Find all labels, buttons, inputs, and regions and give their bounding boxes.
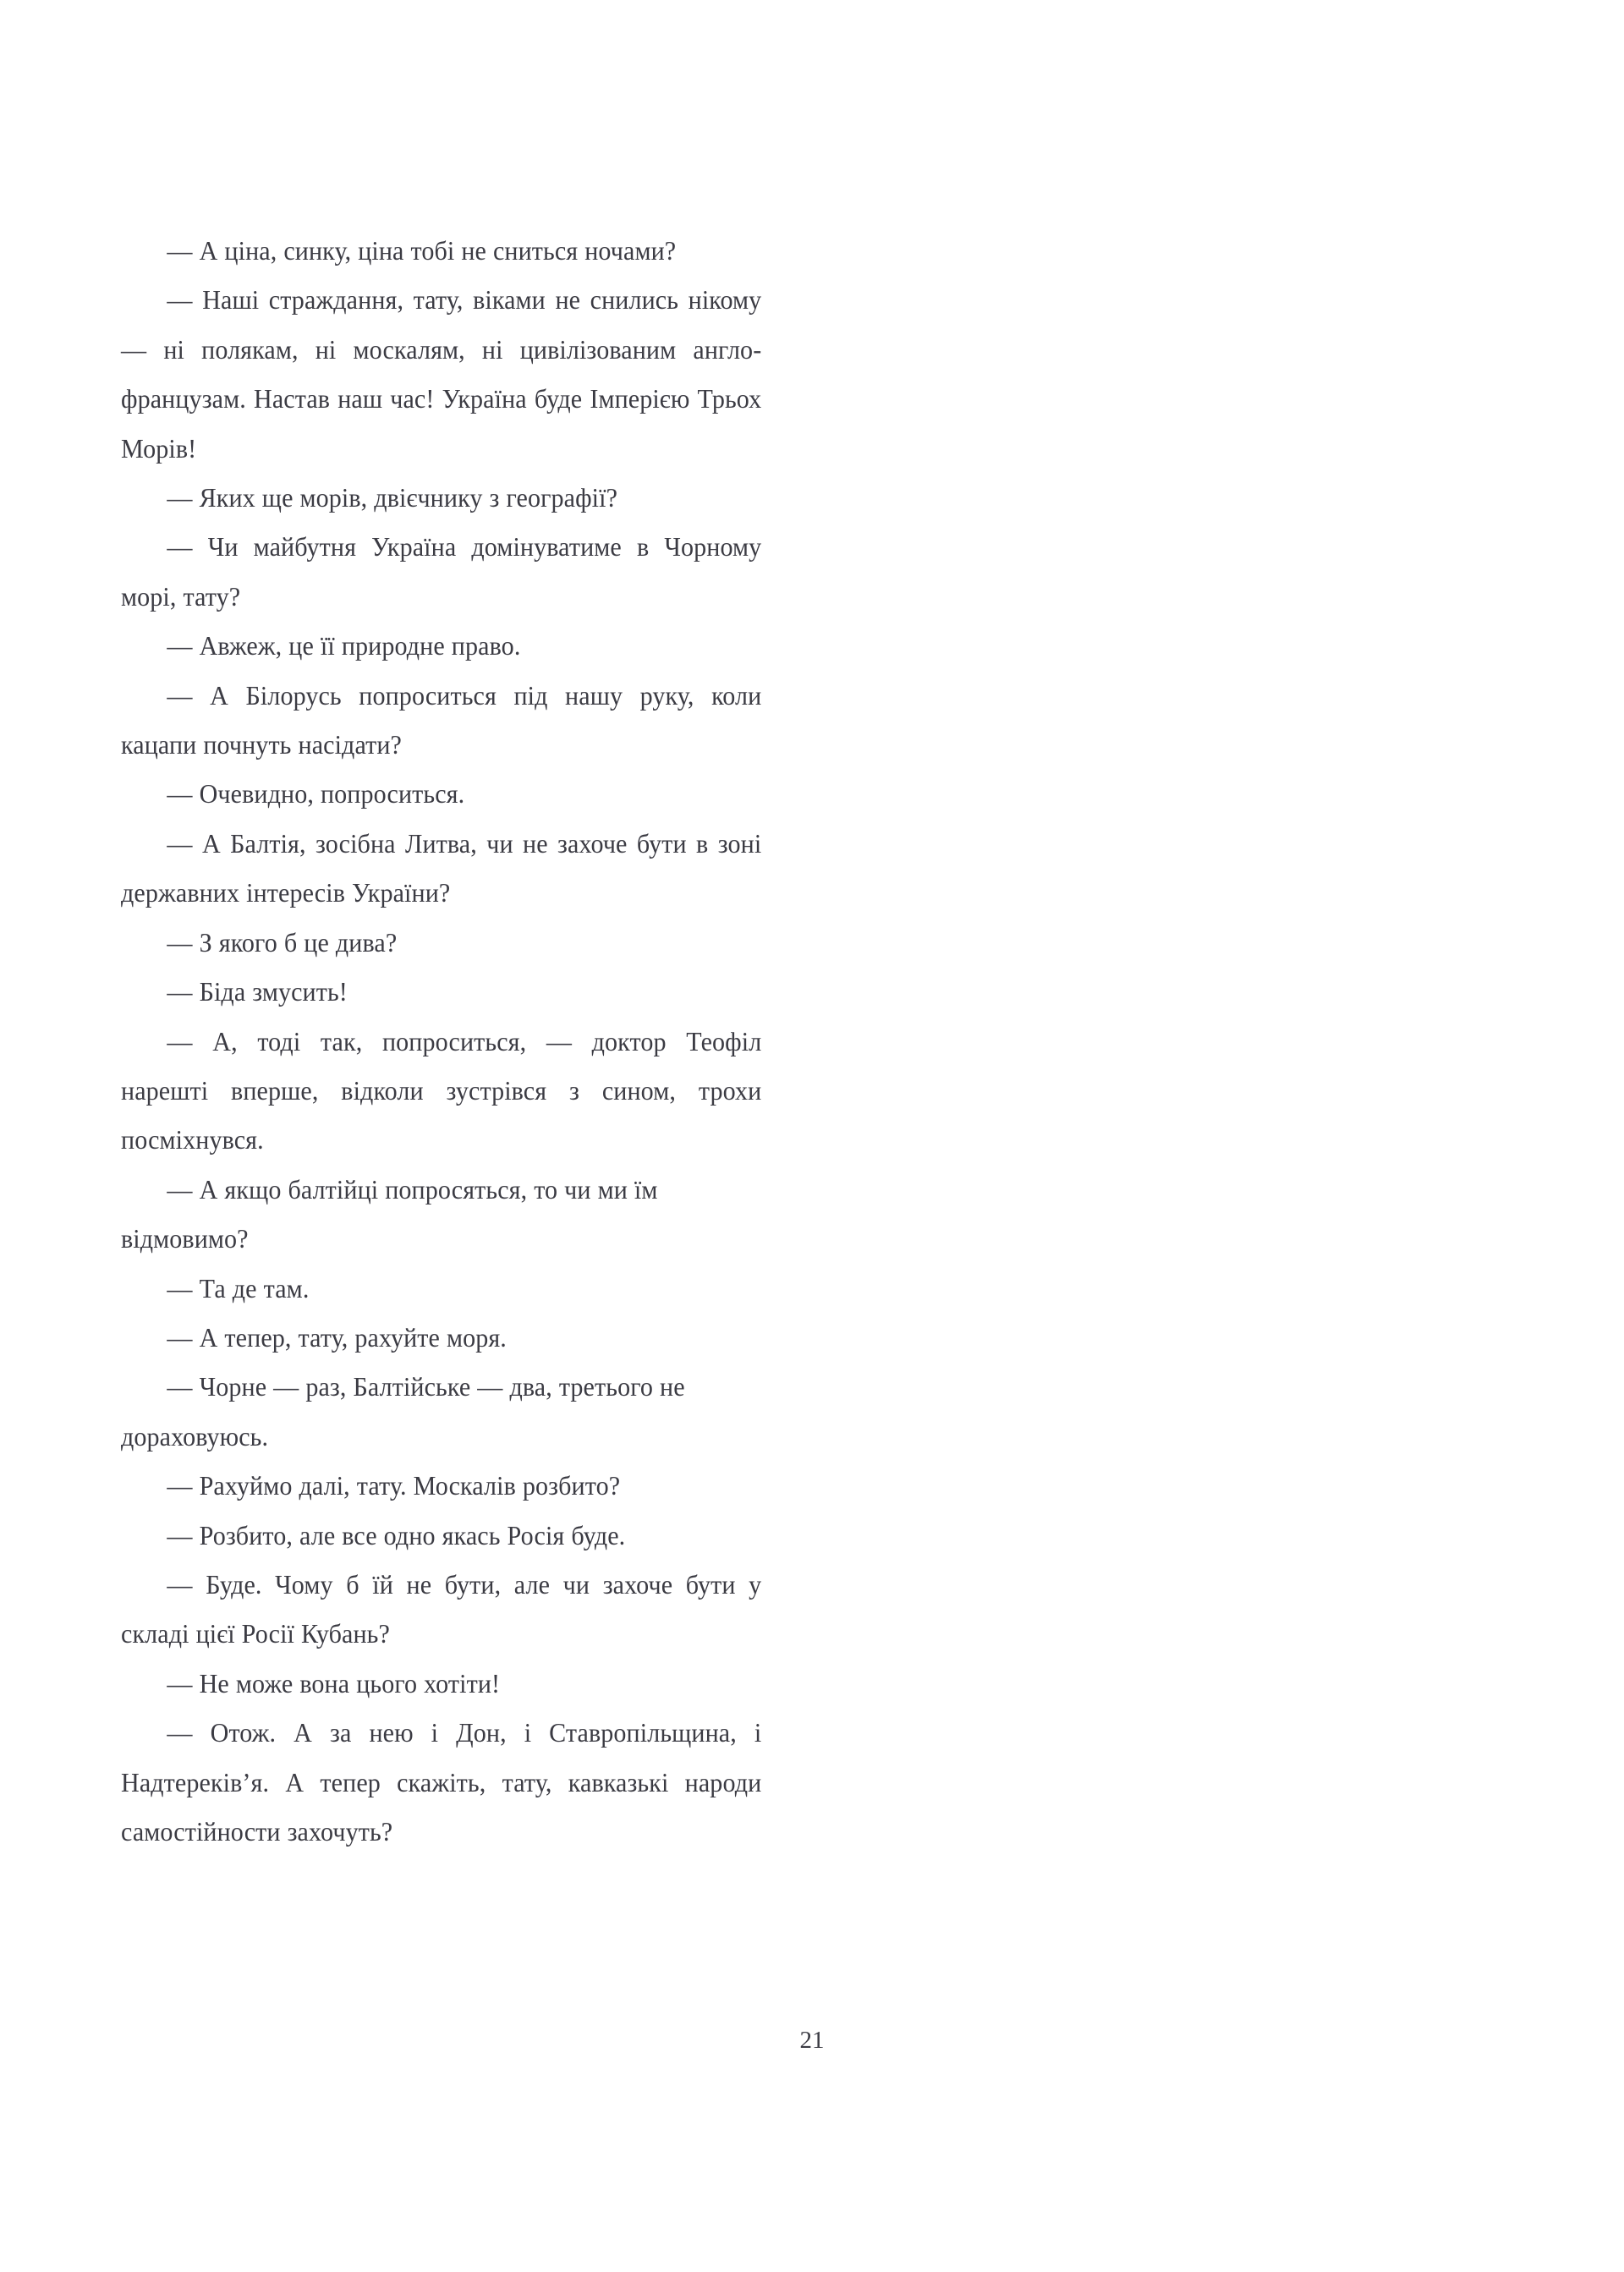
dialogue-paragraph: — Чорне — раз, Балтійське — два, третього не дораховуюсь. xyxy=(121,1372,685,1452)
dialogue-paragraph: — Та де там. xyxy=(167,1273,310,1303)
dialogue-paragraph: — А, тоді так, попроситься, — доктор Теофіл нарешті вперше, відколи зустрівся з сином, трохи посміхнувся. xyxy=(121,1026,762,1155)
dialogue-paragraph: — Розбито, але все одно якась Росія буде. xyxy=(167,1520,626,1550)
dialogue-paragraph: — А тепер, тату, рахуйте моря. xyxy=(167,1322,507,1353)
dialogue-paragraph: — Очевидно, попроситься. xyxy=(167,779,465,809)
dialogue-paragraph: — А якщо балтійці попросяться, то чи ми їм відмовимо? xyxy=(121,1174,658,1254)
dialogue-paragraph: — З якого б це дива? xyxy=(167,927,398,958)
page-number: 21 xyxy=(799,2027,825,2054)
dialogue-paragraph: — Авжеж, це її природне право. xyxy=(167,631,521,661)
dialogue-paragraph: — Чи майбутня Україна домінуватиме в Чорному морі, тату? xyxy=(121,532,762,612)
dialogue-paragraph: — Наші страждання, тату, віками не снились нікому — ні полякам, ні москалям, ні цивілізованим англо-французам. Настав наш час! Україна буде Імперією Трьох Морів! xyxy=(121,285,762,464)
dialogue-paragraph: — А Балтія, зосібна Литва, чи не захоче бути в зоні державних інтересів України? xyxy=(121,828,762,908)
dialogue-paragraph: — Яких ще морів, двієчнику з географії? xyxy=(167,483,618,513)
page-text-block xyxy=(121,227,792,1857)
dialogue-paragraph: — Буде. Чому б їй не бути, але чи захоче бути у складі цієї Росії Кубань? xyxy=(121,1569,762,1649)
dialogue-paragraph: — Не може вона цього хотіти! xyxy=(167,1668,501,1699)
dialogue-paragraph: — А Білорусь попроситься під нашу руку, коли кацапи почнуть насідати? xyxy=(121,680,762,760)
dialogue-paragraph: — Рахуймо далі, тату. Москалів розбито? xyxy=(167,1471,621,1501)
dialogue-paragraph: — А ціна, синку, ціна тобі не сниться ночами? xyxy=(167,236,677,266)
dialogue-paragraph: — Біда змусить! xyxy=(167,977,348,1007)
dialogue-paragraph: — Отож. А за нею і Дон, і Ставропільщина, і Надтереків’я. А тепер скажіть, тату, кавказькі народи самостійности захочуть? xyxy=(121,1718,762,1847)
